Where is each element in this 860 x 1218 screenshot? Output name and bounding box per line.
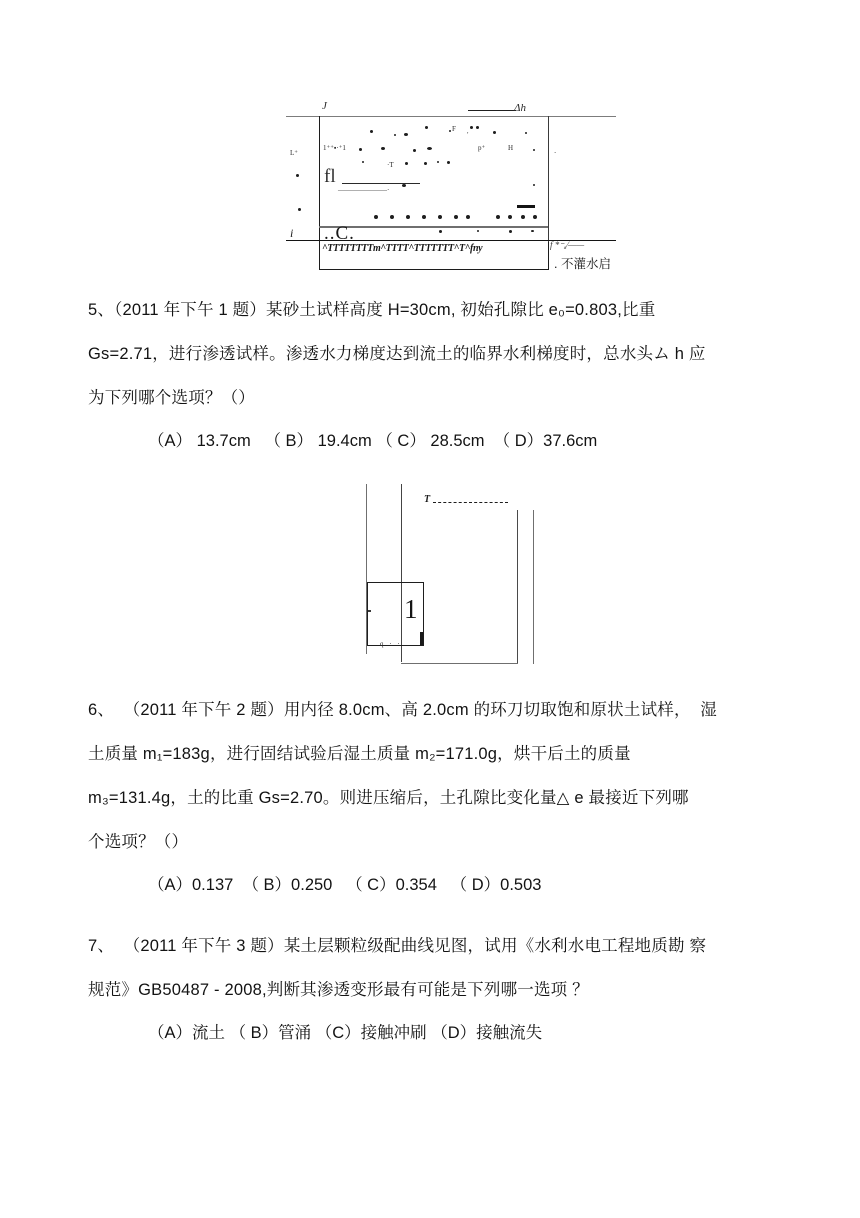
soil-grain (466, 215, 470, 219)
q6-line-4: 个选项？（） (88, 833, 189, 851)
soil-grain (496, 215, 500, 219)
label-c: ..C. (324, 223, 355, 244)
soil-grain (359, 148, 362, 151)
figure-seepage-tank (286, 100, 616, 276)
soil-grain (425, 126, 428, 129)
soil-grain (438, 215, 442, 219)
soil-grain (470, 126, 473, 129)
question-6 (88, 688, 800, 906)
soil-grain (404, 133, 408, 136)
scatter-glyph: ———————· (338, 186, 390, 194)
tank-right-wall (548, 116, 549, 242)
q6-line-1: 6、 （2011 年下午 2 题）用内径 8.0cm、高 2.0cm 的环刀切取饱和原状土试样， 湿 (88, 701, 717, 719)
soil-grain (476, 126, 479, 129)
soil-grain (402, 184, 406, 187)
q6-options: （A）0.137 （ B）0.250 （ C）0.354 （ D）0.503 (148, 876, 542, 894)
q5-line-1: 5、（2011 年下午 1 题）某砂土试样高度 H=30cm, 初始孔隙比 e₀=0.803,比重 (88, 301, 656, 319)
soil-grain (374, 215, 378, 219)
head-difference-cap (468, 110, 516, 111)
caption-marks: f *⁻ₐ⁄—— (550, 240, 585, 250)
q5-line-2: Gs=2.71，进行渗透试样。渗透水力梯度达到流土的临界水利梯度时，总水头ム h 应 (88, 345, 706, 363)
scatter-glyph: 1⁺⁺▪·⁺1 (323, 144, 346, 152)
soil-grain (406, 215, 410, 219)
soil-grain (533, 149, 535, 151)
figure-oedometer-ring (332, 482, 562, 670)
soil-grain (531, 230, 534, 232)
scatter-glyph: L⁺ (290, 149, 298, 157)
soil-grain (405, 162, 408, 165)
label-t-leader-line (433, 502, 508, 503)
soil-grain (509, 230, 512, 233)
question-7 (88, 924, 800, 1054)
tick-mark-right (420, 632, 423, 645)
scale-marker-bar (517, 205, 535, 208)
soil-grain (296, 174, 299, 177)
figure-caption: . 不灌水启 (554, 257, 611, 271)
hatching-text: ^TTTTTTTTm^TTTT^TTTTTTT^T^fny (322, 243, 483, 254)
scatter-glyph: F (452, 125, 456, 133)
q7-options: （A）流土 （ B）管涌 （C）接触冲刷 （D）接触流失 (148, 1024, 543, 1042)
soil-grain (449, 130, 451, 132)
soil-grain (439, 230, 442, 233)
outer-wall-right (533, 510, 534, 664)
pipe-line (342, 183, 420, 184)
question-5 (88, 288, 800, 462)
soil-grain (447, 161, 450, 164)
label-fl: fl (324, 166, 336, 187)
q6-line-2: 土质量 m₁=183g，进行固结试验后湿土质量 m₂=171.0g，烘干后土的质量 (88, 745, 631, 763)
scatter-glyph: H (508, 144, 514, 152)
container-base (401, 663, 518, 664)
soil-grain (370, 130, 373, 133)
q6-line-3: m₃=131.4g，土的比重 Gs=2.70。则进压缩后，土孔隙比变化量△ e 最接近下列哪 (88, 789, 689, 807)
label-delta-h: Δh (514, 102, 526, 114)
soil-grain (422, 215, 426, 219)
soil-grain (427, 147, 432, 150)
soil-grain (493, 131, 496, 134)
scatter-glyph: ·T (387, 161, 394, 169)
soil-grain (381, 147, 385, 150)
scatter-glyph: ′ (467, 131, 469, 139)
label-t: T (424, 494, 431, 505)
soil-grain (390, 215, 394, 219)
q5-line-3: 为下列哪个选项？（） (88, 389, 255, 407)
soil-grain (298, 208, 301, 211)
soil-grain (394, 134, 396, 136)
soil-grain (521, 215, 525, 219)
soil-grain (533, 184, 535, 186)
scatter-glyph: ‧ (554, 149, 557, 157)
soil-grain (362, 161, 364, 163)
bottom-dots: q · · (380, 640, 402, 648)
soil-grain (424, 162, 427, 165)
inner-wall-right (517, 510, 518, 664)
soil-grain (437, 161, 439, 163)
soil-grain (508, 215, 512, 219)
soil-grain (533, 215, 537, 219)
soil-grain (477, 230, 479, 232)
soil-grain (525, 132, 527, 134)
soil-grain (413, 149, 416, 152)
q7-line-1: 7、 （2011 年下午 3 题）某土层颗粒级配曲线见图，试用《水利水电工程地质勘 察 (88, 937, 707, 955)
q7-line-2: 规范》GB50487 - 2008,判断其渗透变形最有可能是下列哪一选项 ？ (88, 981, 589, 999)
soil-grain (454, 215, 458, 219)
scatter-glyph: p⁺ (478, 144, 486, 152)
label-i: i (290, 226, 294, 240)
q5-options: （A） 13.7cm （ B） 19.4cm （ C） 28.5cm （ D）37.6cm (148, 432, 598, 450)
label-j: J (322, 100, 327, 112)
label-one: 1 (404, 594, 418, 624)
tick-mark-left (368, 610, 371, 612)
